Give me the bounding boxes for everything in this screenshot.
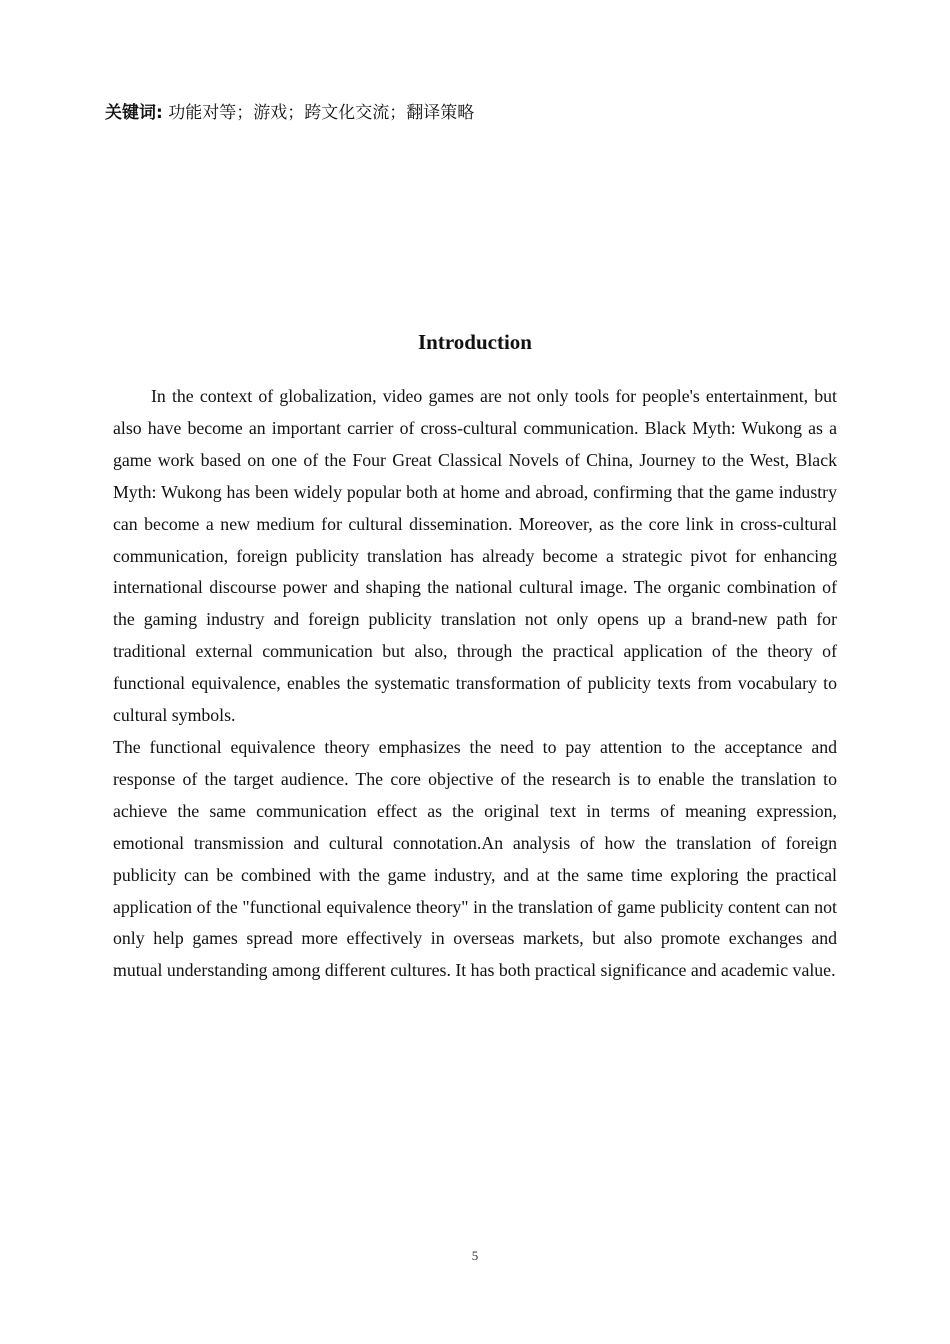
page-number: 5: [471, 1248, 479, 1263]
section-body: [113, 381, 837, 987]
keywords-label: 关键词:: [105, 103, 163, 123]
section-title: Introduction: [418, 330, 532, 354]
paragraph: The functional equivalence theory emphasizes the need to pay attention to the acceptance and response of the target audience. The core objective of the research is to enable the translation to achieve the same communication effect as the original text in terms of meaning expression, emotional transmission and cultural connotation.An analysis of how the translation of foreign publicity can be combined with the game industry, and at the same time exploring the practical application of the "functional equivalence theory" in the translation of game publicity content can not only help games spread more effectively in overseas markets, but also promote exchanges and mutual understanding among different cultures. It has both practical significance and academic value.: [113, 736, 837, 981]
keywords-value: 功能对等；游戏；跨文化交流；翻译策略: [162, 103, 475, 123]
paragraph: In the context of globalization, video games are not only tools for people's entertainment, but also have become an important carrier of cross-cultural communication. Black Myth: Wukong as a game work based on one of the Four Great Classical Novels of China, Journey to the West, Black Myth: Wukong has been widely popular both at home and abroad, confirming that the game industry can become a new medium for cultural dissemination. Moreover, as the core link in cross-cultural communication, foreign publicity translation has already become a strategic pivot for enhancing international discourse power and shaping the national cultural image. The organic combination of the gaming industry and foreign publicity translation not only opens up a brand-new path for traditional external communication but also, through the practical application of the theory of functional equivalence, enables the systematic transformation of publicity texts from vocabulary to cultural symbols.: [113, 386, 837, 726]
keywords-line: [105, 100, 474, 125]
